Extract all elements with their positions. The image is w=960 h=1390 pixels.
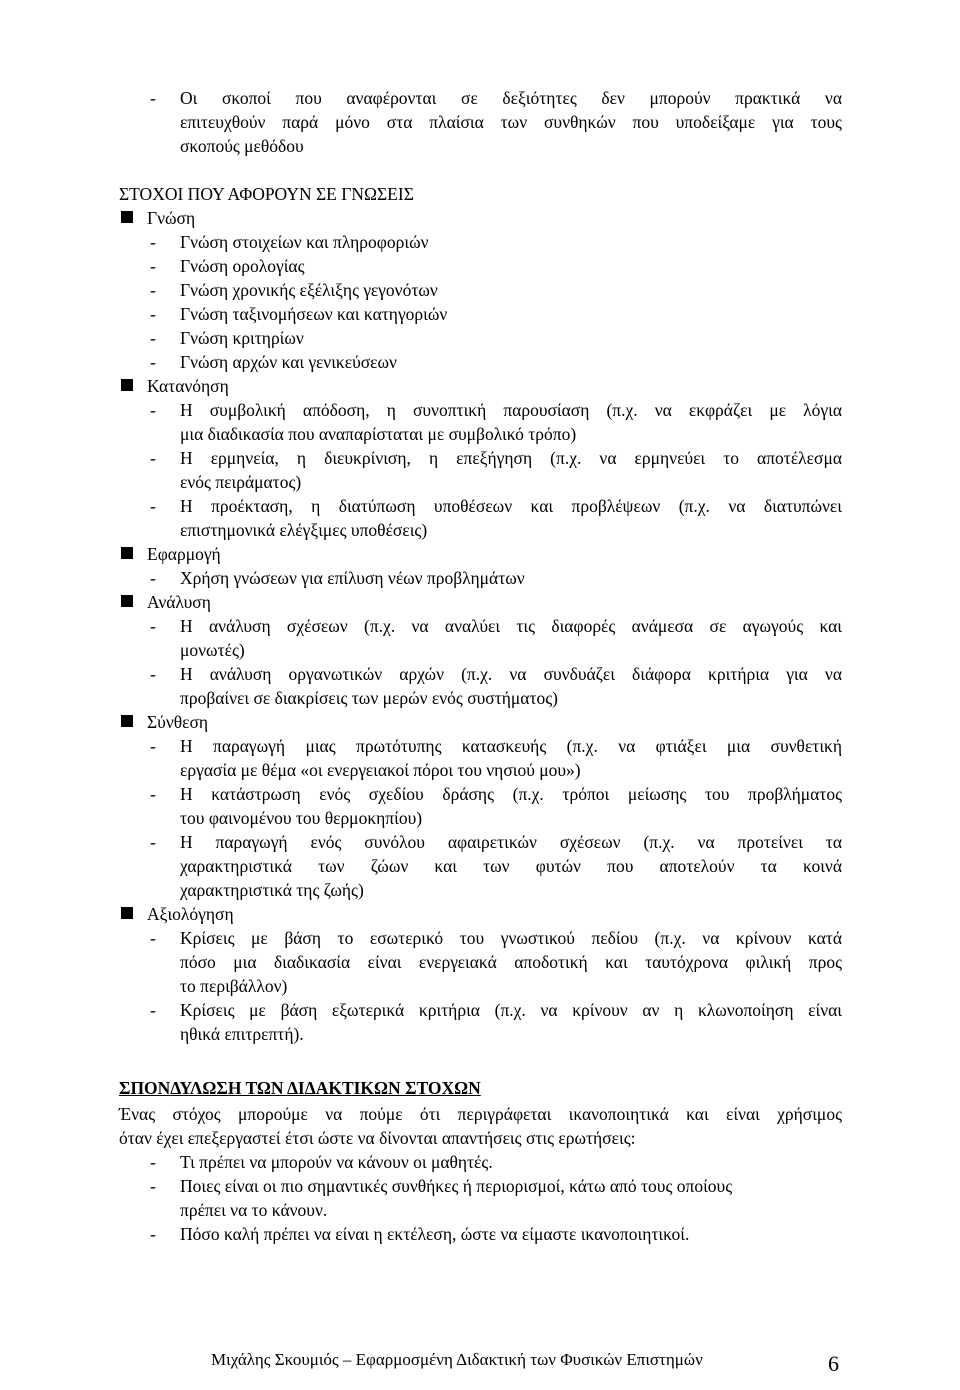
list-item-continuation: ηθικά επιτρεπτή). xyxy=(180,1024,304,1044)
list-item-continuation: το περιβάλλον) xyxy=(180,976,288,996)
list-item-continuation: προβαίνει σε διακρίσεις των μερών ενός συστήματος) xyxy=(180,688,559,708)
list-item: Η συμβολική απόδοση, η συνοπτική παρουσίαση (π.χ. να εκφράζει με λόγια xyxy=(180,400,842,420)
list-dash: - xyxy=(150,784,156,804)
list-dash: - xyxy=(150,448,156,468)
list-item: Η κατάστρωση ενός σχεδίου δράσης (π.χ. τρόποι μείωσης του προβλήματος xyxy=(180,784,842,804)
list-dash: - xyxy=(150,832,156,852)
square-bullet-icon xyxy=(121,547,133,559)
category-title-application: Εφαρμογή xyxy=(147,544,221,564)
list-item: Η ανάλυση οργανωτικών αρχών (π.χ. να συνδυάζει διάφορα κριτήρια για να xyxy=(180,664,842,684)
list-dash: - xyxy=(150,88,156,108)
list-item-continuation: επιστημονικά ελέγξιμες υποθέσεις) xyxy=(180,520,428,540)
intro-line: σκοπούς μεθόδου xyxy=(180,136,304,156)
list-dash: - xyxy=(150,304,156,324)
list-item: Γνώση κριτηρίων xyxy=(180,328,304,348)
list-item-continuation: εργασία με θέμα «οι ενεργειακοί πόροι του νησιού μου») xyxy=(180,760,581,780)
square-bullet-icon xyxy=(121,715,133,727)
list-item: Η παραγωγή ενός συνόλου αφαιρετικών σχέσεων (π.χ. να προτείνει τα xyxy=(180,832,842,852)
section-title-goals: ΣΠΟΝΔΥΛΩΣΗ ΤΩΝ ΔΙΔΑΚΤΙΚΩΝ ΣΤΟΧΩΝ xyxy=(119,1078,481,1098)
list-item: Γνώση χρονικής εξέλιξης γεγονότων xyxy=(180,280,438,300)
list-dash: - xyxy=(150,616,156,636)
list-item: Πόσο καλή πρέπει να είναι η εκτέλεση, ώστε να είμαστε ικανοποιητικοί. xyxy=(180,1224,690,1244)
category-title-comprehension: Κατανόηση xyxy=(147,376,229,396)
list-dash: - xyxy=(150,736,156,756)
page-number: 6 xyxy=(828,1351,839,1376)
list-item: Χρήση γνώσεων για επίλυση νέων προβλημάτων xyxy=(180,568,525,588)
intro-line: επιτευχθούν παρά μόνο στα πλαίσια των συνθηκών που υποδείξαμε για τους xyxy=(180,112,842,132)
list-dash: - xyxy=(150,1152,156,1172)
list-dash: - xyxy=(150,664,156,684)
list-item: Ποιες είναι οι πιο σημαντικές συνθήκες ή περιορισμοί, κάτω από τους οποίους xyxy=(180,1176,733,1196)
paragraph-line: Ένας στόχος μπορούμε να πούμε ότι περιγράφεται ικανοποιητικά και είναι χρήσιμος xyxy=(119,1104,842,1124)
list-item: Γνώση ορολογίας xyxy=(180,256,305,276)
list-item: Τι πρέπει να μπορούν να κάνουν οι μαθητές. xyxy=(180,1152,493,1172)
list-item-continuation: χαρακτηριστικά των ζώων και των φυτών που αποτελούν τα κοινά xyxy=(180,856,842,876)
list-dash: - xyxy=(150,256,156,276)
list-item: Η ανάλυση σχέσεων (π.χ. να αναλύει τις διαφορές ανάμεσα σε αγωγούς και xyxy=(180,616,842,636)
list-item: Η παραγωγή μιας πρωτότυπης κατασκευής (π.χ. να φτιάξει μια συνθετική xyxy=(180,736,842,756)
square-bullet-icon xyxy=(121,211,133,223)
list-dash: - xyxy=(150,400,156,420)
category-title-knowledge: Γνώση xyxy=(147,208,196,228)
category-title-synthesis: Σύνθεση xyxy=(147,712,209,732)
list-item: Γνώση αρχών και γενικεύσεων xyxy=(180,352,397,372)
list-item-continuation: χαρακτηριστικά της ζωής) xyxy=(180,880,364,900)
list-item-continuation: πόσο μια διαδικασία είναι ενεργειακά αποδοτική και ταυτόχρονα φιλική προς xyxy=(180,952,842,972)
list-item: Η ερμηνεία, η διευκρίνιση, η επεξήγηση (π.χ. να ερμηνεύει το αποτέλεσμα xyxy=(180,448,842,468)
list-dash: - xyxy=(150,328,156,348)
square-bullet-icon xyxy=(121,907,133,919)
section-title: ΣΤΟΧΟΙ ΠΟΥ ΑΦΟΡΟΥΝ ΣΕ ΓΝΩΣΕΙΣ xyxy=(119,184,414,204)
paragraph-line: όταν έχει επεξεργαστεί έτσι ώστε να δίνονται απαντήσεις στις ερωτήσεις: xyxy=(119,1128,636,1148)
list-dash: - xyxy=(150,496,156,516)
list-item-continuation: μια διαδικασία που αναπαρίσταται με συμβολικό τρόπο) xyxy=(180,424,577,444)
square-bullet-icon xyxy=(121,379,133,391)
list-item: Κρίσεις με βάση εξωτερικά κριτήρια (π.χ. να κρίνουν αν η κλωνοποίηση είναι xyxy=(180,1000,842,1020)
category-title-evaluation: Αξιολόγηση xyxy=(147,904,234,924)
list-dash: - xyxy=(150,232,156,252)
list-dash: - xyxy=(150,352,156,372)
list-item-continuation: του φαινομένου του θερμοκηπίου) xyxy=(180,808,423,828)
list-dash: - xyxy=(150,1176,156,1196)
list-dash: - xyxy=(150,568,156,588)
list-item: Γνώση ταξινομήσεων και κατηγοριών xyxy=(180,304,448,324)
square-bullet-icon xyxy=(121,595,133,607)
list-dash: - xyxy=(150,280,156,300)
list-item: Γνώση στοιχείων και πληροφοριών xyxy=(180,232,429,252)
list-dash: - xyxy=(150,1000,156,1020)
intro-line: Οι σκοποί που αναφέρονται σε δεξιότητες δεν μπορούν πρακτικά να xyxy=(180,88,842,108)
list-dash: - xyxy=(150,928,156,948)
list-item: Κρίσεις με βάση το εσωτερικό του γνωστικού πεδίου (π.χ. να κρίνουν κατά xyxy=(180,928,842,948)
list-item-continuation: πρέπει να το κάνουν. xyxy=(180,1200,328,1220)
list-item: Η προέκταση, η διατύπωση υποθέσεων και προβλέψεων (π.χ. να διατυπώνει xyxy=(180,496,842,516)
page-footer: Μιχάλης Σκουμιός – Εφαρμοσμένη Διδακτική των Φυσικών Επιστημών xyxy=(211,1350,703,1369)
list-dash: - xyxy=(150,1224,156,1244)
category-title-analysis: Ανάλυση xyxy=(147,592,211,612)
list-item-continuation: ενός πειράματος) xyxy=(180,472,302,492)
list-item-continuation: μονωτές) xyxy=(180,640,245,660)
